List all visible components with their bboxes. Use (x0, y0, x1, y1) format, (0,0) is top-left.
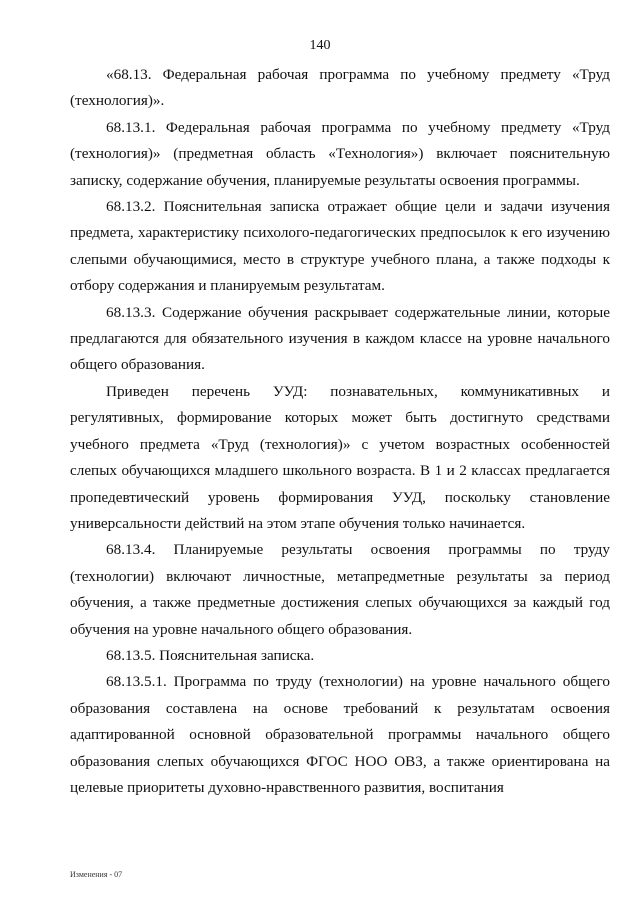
footer-revision-note: Изменения - 07 (70, 870, 123, 879)
paragraph-68-13: «68.13. Федеральная рабочая программа по учебному предмету «Труд (технология)». (70, 66, 610, 110)
paragraph-68-13-1: 68.13.1. Федеральная рабочая программа по учебному предмету «Труд (технология)» (предметная область «Технология») включает пояснительную записку, содержание обучения, планируемые результаты освоения программы. (70, 118, 610, 189)
paragraph-uud-list: Приведен перечень УУД: познавательных, коммуникативных и регулятивных, формирование которых может быть достигнуто средствами учебного предмета «Труд (технология)» с учетом возрастных особенностей слепых обучающихся младшего школьного возраста. В 1 и 2 классах предлагается пропедевтический уровень формирования УУД, поскольку становление универсальности действий на этом этапе обучения только начинается. (70, 382, 610, 532)
paragraph-68-13-3: 68.13.3. Содержание обучения раскрывает содержательные линии, которые предлагаются для обязательного изучения в каждом классе на уровне начального общего образования. (70, 303, 610, 374)
document-body (70, 62, 610, 801)
page-number: 140 (309, 38, 331, 53)
paragraph-68-13-5: 68.13.5. Пояснительная записка. (106, 646, 315, 664)
paragraph-68-13-4: 68.13.4. Планируемые результаты освоения программы по труду (технологии) включают личностные, метапредметные результаты за период обучения, а также предметные достижения слепых обучающихся за каждый год обучения на уровне начального общего образования. (70, 541, 610, 638)
paragraph-68-13-2: 68.13.2. Пояснительная записка отражает общие цели и задачи изучения предмета, характеристику психолого-педагогических предпосылок к его изучению слепыми обучающимися, место в структуре учебного плана, а также подходы к отбору содержания и планируемым результатам. (70, 198, 610, 295)
paragraph-68-13-5-1: 68.13.5.1. Программа по труду (технологии) на уровне начального общего образования составлена на основе требований к результатам освоения адаптированной основной образовательной программы начального общего образования слепых обучающихся ФГОС НОО ОВЗ, а также ориентирована на целевые приоритеты духовно-нравственного развития, воспитания (70, 673, 610, 796)
